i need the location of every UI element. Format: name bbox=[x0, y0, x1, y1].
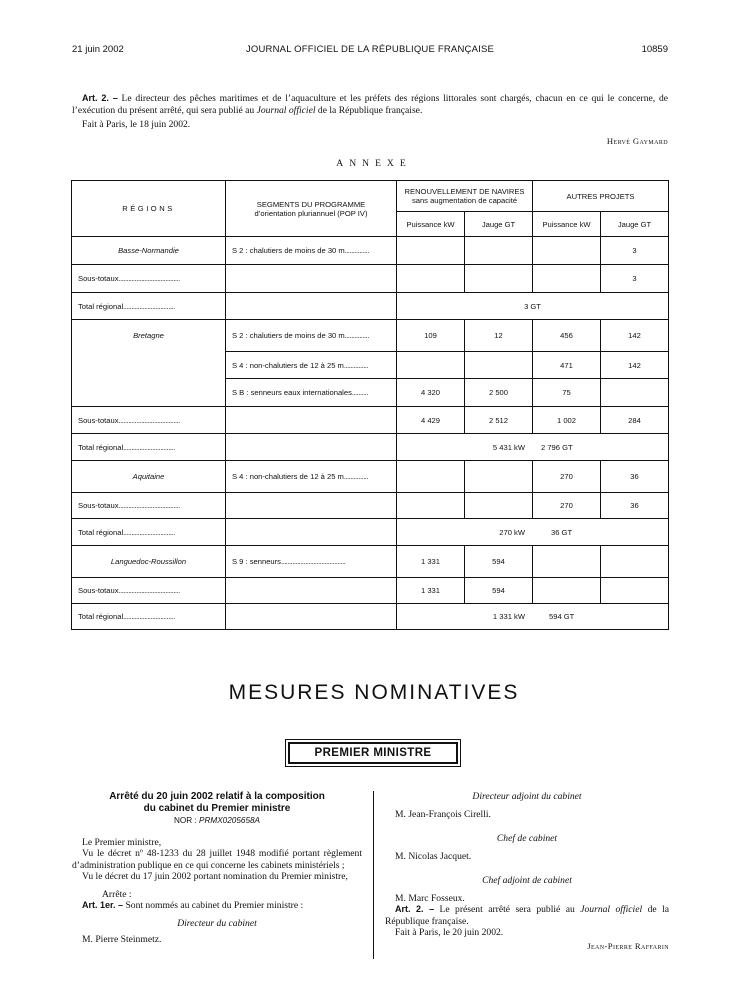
value-cell bbox=[465, 237, 533, 265]
article-2-paragraph bbox=[72, 93, 668, 116]
total-regional-label: Total régional................................ bbox=[72, 434, 226, 461]
value-cell: 284 bbox=[601, 407, 669, 434]
header-jauge-2: Jauge GT bbox=[601, 212, 669, 237]
header-segments bbox=[226, 181, 397, 237]
header-page-number: 10859 bbox=[641, 44, 668, 55]
header-renouvellement-line1: RENOUVELLEMENT DE NAVIRES bbox=[404, 187, 525, 196]
region-aquitaine: Aquitaine bbox=[72, 461, 226, 493]
header-puissance-2: Puissance kW bbox=[533, 212, 601, 237]
value-cell: 36 bbox=[601, 493, 669, 519]
region-languedoc-roussillon: Languedoc-Roussillon bbox=[72, 546, 226, 578]
role-title: Chef de cabinet bbox=[496, 833, 558, 844]
value-cell: 75 bbox=[533, 379, 601, 407]
value-cell: 4 320 bbox=[397, 379, 465, 407]
total-value: 270 kW 36 GT bbox=[397, 519, 669, 546]
article-2-journal: Journal officiel bbox=[256, 104, 316, 116]
sous-totaux-label: Sous-totaux...................................... bbox=[72, 493, 226, 519]
header-regions: RÉGIONS bbox=[72, 181, 226, 237]
article-2-paragraph-pm: Art. 2. – Le présent arrêté sera publié au Journal officiel de la République française. bbox=[385, 904, 670, 927]
value-cell: 1 002 bbox=[533, 407, 601, 434]
arrete-title: Arrêté du 20 juin 2002 relatif à la composition du cabinet du Premier ministre bbox=[109, 791, 325, 814]
total-regional-label: Total régional................................ bbox=[72, 604, 226, 630]
value-cell: 1 331 bbox=[397, 578, 465, 604]
table-row bbox=[72, 519, 669, 546]
value-cell: 471 bbox=[533, 352, 601, 379]
role-title: Chef adjoint de cabinet bbox=[482, 875, 572, 886]
person-name: M. Jean-François Cirelli. bbox=[395, 808, 491, 820]
value-cell: 2 512 bbox=[465, 407, 533, 434]
value-cell: 109 bbox=[397, 320, 465, 352]
table-row bbox=[72, 493, 669, 519]
person-name: M. Nicolas Jacquet. bbox=[395, 850, 472, 862]
table-row bbox=[72, 265, 669, 293]
table-row bbox=[72, 578, 669, 604]
fait-a-paris-2: Fait à Paris, le 20 juin 2002. bbox=[395, 927, 504, 938]
total-regional-label: Total régional................................ bbox=[72, 293, 226, 320]
signature-2: Jean-Pierre Raffarin bbox=[587, 940, 669, 951]
value-cell: 594 bbox=[465, 578, 533, 604]
table-row bbox=[72, 407, 669, 434]
article-2-text: Le directeur des pêches maritimes et de l’aquaculture et les préfets des régions littorales sont chargés, chacun en ce qui le concerne, de l’exécution du présent arrêté, qui sera publié au bbox=[72, 93, 668, 116]
value-cell: 594 bbox=[465, 546, 533, 578]
table-row bbox=[72, 461, 669, 493]
value-cell: 2 500 bbox=[465, 379, 533, 407]
table-row bbox=[72, 604, 669, 630]
section-heading-mesures: MESURES NOMINATIVES bbox=[228, 681, 520, 704]
fait-a-paris-1: Fait à Paris, le 18 juin 2002. bbox=[82, 119, 191, 130]
article-2-text-end: de la République française. bbox=[317, 104, 423, 116]
table-row bbox=[72, 237, 669, 265]
header-autres-projets: AUTRES PROJETS bbox=[533, 181, 669, 212]
annexe-heading: ANNEXE bbox=[336, 158, 412, 169]
segment-cell: S 4 : non-chalutiers de 12 à 25 m............... bbox=[226, 461, 397, 493]
header-renouvellement-line2: sans augmentation de capacité bbox=[411, 196, 518, 205]
segment-cell: S 4 : non-chalutiers de 12 à 25 m............... bbox=[226, 352, 397, 379]
value-cell: 36 bbox=[601, 461, 669, 493]
table-row bbox=[72, 546, 669, 578]
total-value: 1 331 kW 594 GT bbox=[397, 604, 669, 630]
total-value: 5 431 kW 2 796 GT bbox=[397, 434, 669, 461]
header-segments-line2: d’orientation pluriannuel (POP IV) bbox=[254, 208, 368, 218]
value-cell: 3 bbox=[601, 265, 669, 293]
person-name: M. Pierre Steinmetz. bbox=[82, 934, 162, 945]
header-title: JOURNAL OFFICIEL DE LA RÉPUBLIQUE FRANÇAISE bbox=[245, 44, 495, 55]
header-jauge-1: Jauge GT bbox=[465, 212, 533, 237]
article-2-label: Art. 2. – bbox=[82, 93, 118, 103]
arrete-label: Arrête : bbox=[102, 888, 132, 900]
region-basse-normandie: Basse-Normandie bbox=[72, 237, 226, 265]
column-divider bbox=[373, 791, 374, 959]
header-renouvellement bbox=[397, 181, 533, 212]
table-row bbox=[72, 320, 669, 352]
person-name: M. Marc Fosseux. bbox=[395, 892, 465, 904]
header-puissance-1: Puissance kW bbox=[397, 212, 465, 237]
region-bretagne: Bretagne bbox=[72, 320, 226, 407]
annexe-table bbox=[71, 180, 669, 630]
segment-cell: S 2 : chalutiers de moins de 30 m............... bbox=[226, 237, 397, 265]
value-cell: 142 bbox=[601, 352, 669, 379]
segment-cell: S 2 : chalutiers de moins de 30 m............... bbox=[226, 320, 397, 352]
nor-reference: NOR : PRMX0205658A bbox=[173, 816, 261, 825]
value-cell: 12 bbox=[465, 320, 533, 352]
table-row bbox=[72, 293, 669, 320]
value-cell: 3 bbox=[601, 237, 669, 265]
paragraph: Vu le décret du 17 juin 2002 portant nomination du Premier ministre, bbox=[82, 871, 348, 882]
total-value: 3 GT bbox=[397, 293, 669, 320]
paragraph: Le Premier ministre, bbox=[82, 836, 162, 848]
value-cell: 456 bbox=[533, 320, 601, 352]
left-column bbox=[72, 791, 362, 946]
value-cell: 4 429 bbox=[397, 407, 465, 434]
sous-totaux-label: Sous-totaux...................................... bbox=[72, 407, 226, 434]
sous-totaux-label: Sous-totaux...................................... bbox=[72, 265, 226, 293]
value-cell: 1 331 bbox=[397, 546, 465, 578]
role-title: Directeur adjoint du cabinet bbox=[472, 791, 582, 802]
segment-cell: S 9 : senneurs........................................ bbox=[226, 546, 397, 578]
premier-ministre-box bbox=[285, 739, 461, 767]
article-1-paragraph: Art. 1er. – Sont nommés au cabinet du Premier ministre : bbox=[82, 900, 304, 911]
table-row bbox=[72, 434, 669, 461]
value-cell: 270 bbox=[533, 461, 601, 493]
value-cell: 270 bbox=[533, 493, 601, 519]
segment-cell: S B : senneurs eaux internationales.......... bbox=[226, 379, 397, 407]
signature-1: Hervé Gaymard bbox=[606, 136, 668, 146]
sous-totaux-label: Sous-totaux...................................... bbox=[72, 578, 226, 604]
value-cell bbox=[533, 237, 601, 265]
value-cell bbox=[397, 237, 465, 265]
total-regional-label: Total régional................................ bbox=[72, 519, 226, 546]
role-title: Directeur du cabinet bbox=[177, 917, 257, 929]
header-segments-line1: SEGMENTS DU PROGRAMME bbox=[256, 199, 366, 209]
paragraph: Vu le décret nº 48-1233 du 28 juillet 1948 modifié portant règlement d’administration publique en ce qui concerne les cabinets ministériels ; bbox=[72, 848, 362, 871]
header-date: 21 juin 2002 bbox=[72, 44, 124, 55]
premier-ministre-heading: PREMIER MINISTRE bbox=[288, 742, 458, 764]
right-column bbox=[385, 791, 669, 952]
value-cell: 142 bbox=[601, 320, 669, 352]
